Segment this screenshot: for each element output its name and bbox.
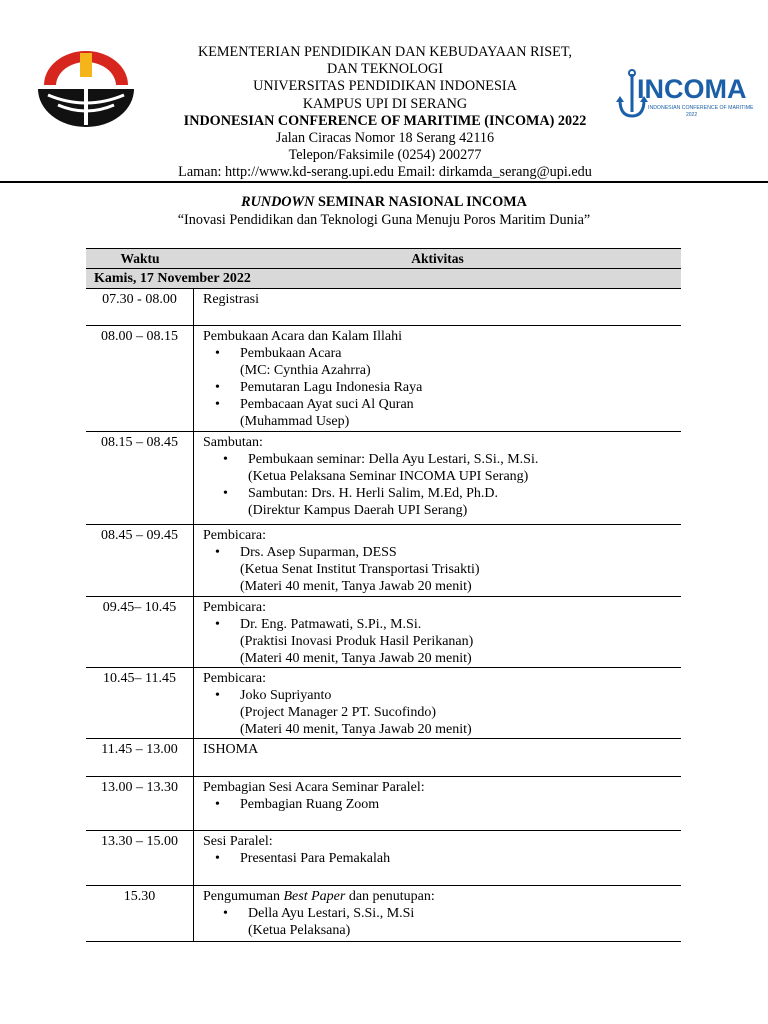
- row-activity: [194, 597, 681, 667]
- letterhead-phone: Telepon/Faksimile (0254) 200277: [288, 147, 482, 164]
- activity-bullet: • Pembukaan seminar: Della Ayu Lestari, S.Si., M.Si.: [203, 451, 681, 468]
- letterhead-conference: INDONESIAN CONFERENCE OF MARITIME (INCOMA) 2022: [183, 112, 587, 129]
- row-time: 09.45– 10.45: [86, 597, 194, 667]
- activity-bullet: • Presentasi Para Pemakalah: [203, 850, 681, 867]
- letterhead-ministry-2: DAN TEKNOLOGI: [327, 61, 443, 78]
- activity-title: Sesi Paralel:: [203, 834, 273, 849]
- letterhead: [140, 44, 630, 182]
- rundown-table: [86, 248, 681, 942]
- activity-bullet-detail: (Materi 40 menit, Tanya Jawab 20 menit): [240, 722, 472, 737]
- incoma-logo-year: 2022: [686, 112, 698, 118]
- row-activity: [194, 777, 681, 830]
- col-header-activity: Aktivitas: [411, 251, 464, 266]
- table-row: [86, 597, 681, 668]
- table-row: [86, 432, 681, 525]
- row-activity: [194, 326, 681, 431]
- activity-title: Pembagian Sesi Acara Seminar Paralel:: [203, 780, 425, 795]
- incoma-logo-caption: INDONESIAN CONFERENCE OF MARITIME: [648, 105, 754, 111]
- activity-bullet: • Pembagian Ruang Zoom: [203, 796, 681, 813]
- row-time: 10.45– 11.45: [86, 668, 194, 738]
- day-row: Kamis, 17 November 2022: [86, 269, 681, 289]
- row-time: 15.30: [86, 886, 194, 941]
- activity-title: ISHOMA: [203, 742, 259, 757]
- activity-bullet: • Pembukaan Acara: [203, 345, 681, 362]
- activity-bullet: • Pemutaran Lagu Indonesia Raya: [203, 379, 681, 396]
- table-header: [86, 248, 681, 269]
- activity-bullet-detail: (Praktisi Inovasi Produk Hasil Perikanan): [240, 634, 474, 649]
- title-italic: RUNDOWN: [241, 194, 315, 210]
- activity-bullet-detail: (Muhammad Usep): [240, 414, 350, 429]
- row-activity: [194, 668, 681, 738]
- row-activity: [194, 289, 681, 325]
- row-time: 08.45 – 09.45: [86, 525, 194, 596]
- table-row: [86, 739, 681, 777]
- row-activity: [194, 432, 681, 524]
- letterhead-campus: KAMPUS UPI DI SERANG: [302, 95, 468, 112]
- table-row: [86, 525, 681, 597]
- activity-title: Pembicara:: [203, 528, 266, 543]
- document-title: [0, 194, 768, 211]
- letterhead-university: UNIVERSITAS PENDIDIKAN INDONESIA: [253, 78, 517, 95]
- row-time: 07.30 - 08.00: [86, 289, 194, 325]
- incoma-logo-text: INCOMA: [637, 74, 747, 104]
- table-row: [86, 777, 681, 831]
- activity-bullet-detail: (Materi 40 menit, Tanya Jawab 20 menit): [240, 651, 472, 666]
- activity-bullet-detail: (Ketua Senat Institut Transportasi Trisakti): [240, 562, 480, 577]
- activity-title: Pembicara:: [203, 600, 266, 615]
- row-time: 08.15 – 08.45: [86, 432, 194, 524]
- activity-bullet: • Sambutan: Drs. H. Herli Salim, M.Ed, Ph.D.: [203, 485, 681, 502]
- header-rule: [0, 181, 768, 183]
- table-row: [86, 668, 681, 739]
- activity-bullet-detail: (MC: Cynthia Azahrra): [240, 363, 371, 378]
- row-time: 08.00 – 08.15: [86, 326, 194, 431]
- activity-title: Pembukaan Acara dan Kalam Illahi: [203, 329, 403, 344]
- row-activity: [194, 739, 681, 776]
- activity-title: Sambutan:: [203, 435, 263, 450]
- incoma-logo: [612, 68, 754, 124]
- activity-bullet: • Joko Supriyanto: [203, 687, 681, 704]
- activity-bullet: • Drs. Asep Suparman, DESS: [203, 544, 681, 561]
- activity-title-part: Pengumuman: [203, 889, 284, 904]
- activity-title-part: dan penutupan:: [345, 889, 435, 904]
- activity-bullet: • Dr. Eng. Patmawati, S.Pi., M.Si.: [203, 616, 681, 633]
- letterhead-ministry: KEMENTERIAN PENDIDIKAN DAN KEBUDAYAAN RISET,: [198, 44, 572, 60]
- activity-title: [203, 888, 681, 905]
- row-activity: [194, 886, 681, 941]
- activity-bullet-detail: (Project Manager 2 PT. Sucofindo): [240, 705, 437, 720]
- col-header-time: Waktu: [120, 251, 160, 266]
- table-row: [86, 831, 681, 886]
- table-row: [86, 289, 681, 326]
- activity-bullet-detail: (Direktur Kampus Daerah UPI Serang): [248, 503, 468, 518]
- letterhead-web-email: Laman: http://www.kd-serang.upi.edu Email: dirkamda_serang@upi.edu: [178, 164, 592, 181]
- table-row: [86, 886, 681, 942]
- activity-bullet-detail: (Materi 40 menit, Tanya Jawab 20 menit): [240, 579, 472, 594]
- document-subtitle: “Inovasi Pendidikan dan Teknologi Guna Menuju Poros Maritim Dunia”: [177, 212, 591, 228]
- upi-logo: [36, 45, 136, 127]
- activity-title: Registrasi: [203, 292, 259, 307]
- activity-bullet: • Della Ayu Lestari, S.Si., M.Si: [203, 905, 681, 922]
- title-rest: SEMINAR NASIONAL INCOMA: [314, 194, 527, 210]
- activity-bullet-detail: (Ketua Pelaksana): [248, 923, 351, 938]
- row-activity: [194, 525, 681, 596]
- activity-title-italic: Best Paper: [283, 889, 346, 904]
- activity-bullet-detail: (Ketua Pelaksana Seminar INCOMA UPI Serang): [248, 469, 529, 484]
- letterhead-address: Jalan Ciracas Nomor 18 Serang 42116: [275, 130, 495, 147]
- row-time: 13.30 – 15.00: [86, 831, 194, 885]
- activity-title: Pembicara:: [203, 671, 266, 686]
- table-row: [86, 326, 681, 432]
- activity-bullet: • Pembacaan Ayat suci Al Quran: [203, 396, 681, 413]
- row-time: 11.45 – 13.00: [86, 739, 194, 776]
- row-activity: [194, 831, 681, 885]
- row-time: 13.00 – 13.30: [86, 777, 194, 830]
